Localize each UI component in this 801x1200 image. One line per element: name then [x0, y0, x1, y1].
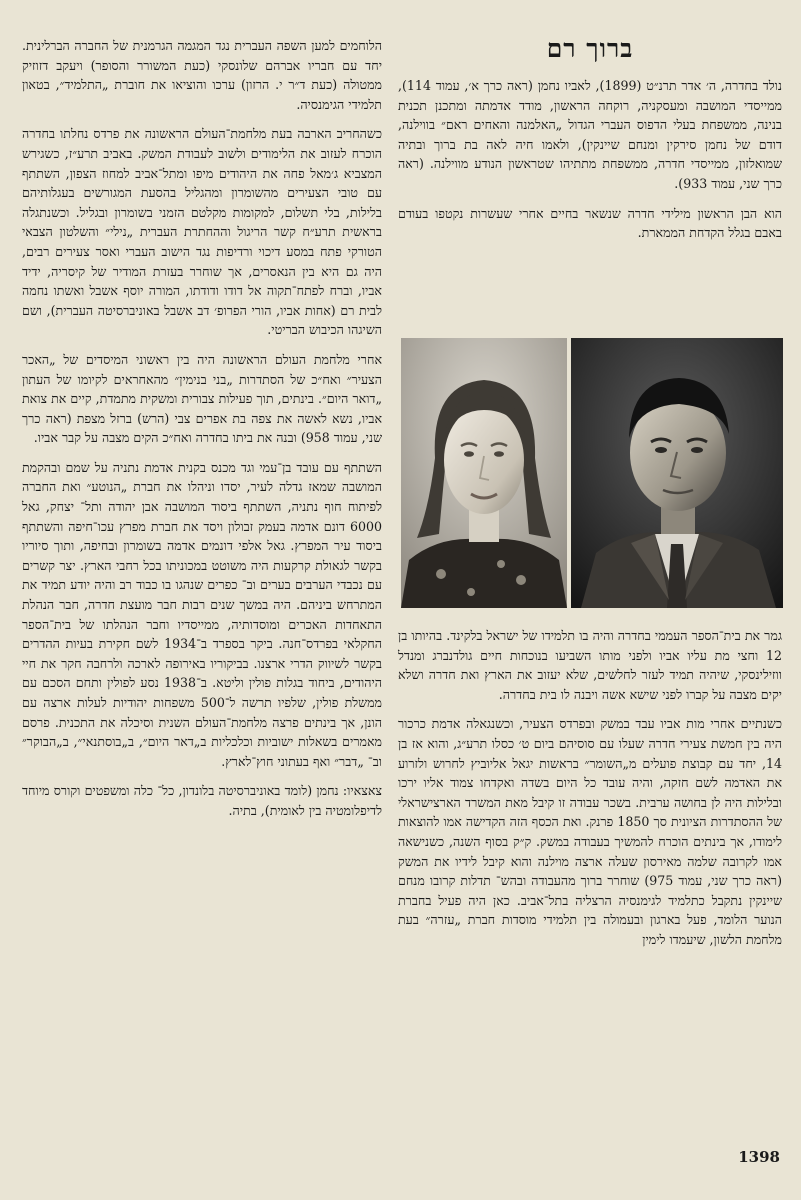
paragraph: נולד בחדרה, ה׳ אדר תרנ״ט (1899), לאביו נחמן (ראה כרך א׳, עמוד 114), ממייסדי המושבה ומעסקניה, רוקחה הראשון, מודד אדמתה ומתכנן תכנית בנינה, ממשפחת בעלי הדפוס העברי הגדול „האלמנה והאחים ראם״ בווילנה, דודם של נחמן סירקין ומנחם שיינקין), ולאמו חיה לאה בת ברוך ובתיה שמואלזון, ממייסדי חדרה, ממשפחת מתתיהו שטראשון הנודע מווילנה. (ראה כרך שני, עמוד 933). [398, 78, 782, 191]
paragraph: כשנתיים אחרי מות אביו עבד במשק ובפרדס הצעיר, וכשנגאלה אדמת כרכור היה בין חמשת צעירי חדרה שעלו עם סוסיהם ביום ט׳ כסלו תרע״ג, והוא אז בן 14, יחד עם קבוצת פועלים מ„השומר״ בראשות יגאל אליוביץ לחרוש ולזרוע את האדמה לשם חזקה, והיה עובד כל היום בשדה ואקדחו צמוד אליו ירכו ובלילות היה לן בחושה ערבית. בשכר עבודה זו קיבל מאת המשרד הארצישראלי של ההסתדרות הציונית סך 1850 פרנק. ואת הכסף הזה הקדישה אמו להוצאות לימודו, אך בינתים הוכרח להמשיך בעבודה במשק. ק״ק בסוף השנה, כשנישאה אמו לקרובה שלמה מאירסון שעלה ארצה מוילנה והוא קיבל לידיו את המשק (ראה כרך שני, עמוד 975) שוחרר ברוך מהעבודה ובהש־ תדלות קרובו מנחם שיינקין נתקבל כתלמיד לגימנסיה הרצליה בתל־אביב. כאן היה פעיל בחברת הנוער הלומד, פעל בארגון ובעמולה בין תלמידי מוסדות חברת „עזרה״ בעת מלחמת הלשון, שיעמדו לימין [398, 716, 783, 947]
right-column-bottom [398, 626, 782, 960]
portrait-woman-photo [401, 338, 567, 608]
page-number: 1398 [738, 1148, 780, 1166]
portrait-woman-image [401, 338, 567, 608]
portrait-man-photo [571, 338, 783, 608]
left-column [22, 36, 382, 831]
right-column-top [398, 76, 782, 253]
portrait-man-image [571, 338, 783, 608]
paragraph: השתתף עם עובד בן־עמי וגד מכנס בקנית אדמת נתניה על שמם ובהקמת המושבה שמאז גדלה לעיר, יסדו וניהלו את חברת „הנוטע״ ואת החברה לפיתוח חוף נתניה, השתתף ביסוד המושבה אבן יהודה ותל־ יצחק, גאל 6000 דונם אדמה בעמק זבולון ויסד את חברת מפרץ עכו־חיפה והשתתף ביסוד עיר המפרץ. גאל אלפי דונמים אדמה בשומרון ובחיפה, ותוך סיוריו בקשר לגאולת קרקעות היה משוטט במכוניתו בכל רחבי הארץ. יצר קשרים עם נכבדי הערבים בערים וב־ כפרים שנהגו בו כבוד רב והיה יודע תמיד את המתרחש ביניהם. היה במשך שנים רבות חבר מועצת חדרה, חבר הנהלת התאחדות האכרים ומוסדותיה, ממייסדיו וחבר הנהלתו של בית־הספר החקלאי בפרדס־חנה. ביקר בספרד ב־1934 לשם חקירת בעיות ההדרים בקשר לשיווק הדרי ארצנו. בביקוריו באירופה לארכה ולרחבה חקר את חיי היהודים, ביחוד בגלות פולין וליטא. ב־1938 נסע לפולין ותחם הסכם עם ממשלת פולין, שלפיו תרשה ל־500 משפחות יהודיות לעלות ארצה עם הונן, אך בינתים פרצה מלחמת־העולם השנית וסיכלה את התכנית. פרסם מאמרים בשאלות ישוביות וכלכליות ב„דאר היום״, ב„בוסתנאי״, ב„הבוקר״ וב־ „דבר״ ואף בעתוני חוץ־לארץ. [22, 459, 383, 769]
paragraph: כשהחריב הארבה בעת מלחמת־העולם הראשונה את פרדס נחלתו בחדרה הוכרח לעזוב את הלימודים ולשוב לעבודת המשק. באביב תרע״ז, כשגירש המצביא ג׳מאל פחה את היהודים מיפו ומתל־אביב למחוז הצפון, השתתף עם טובי הצעירים מהשומרון ומהגליל בהסעת המגורשים בעגלותיהם בלילות, בלי תשלום, למקומות מקלטם הזמני בשומרון ובגליל. וכשנתגלה בראשית תרע״ח קשר הריגול וההחתרת העברית „נילי״ והשלטון הצבאי הטורקי פתח במסע דיכוי ורדיפות נגד הישוב העברי ואסר צעירים רבים, היה גם היא בין הנאסרים, אך שוחרר בעזרת המודיר של קיסריה, ידיד אביו, וברח לפתח־תקוה אל דודו ודודתו, המורה יוסף אשבל ואשתו נחמה לבית רם (אחות אביו, הורי הפרופ׳ דב אשבל באוניברסיטה העברית), ושם השיגהו הכיבוש הבריטי. [22, 126, 382, 338]
portrait-photos [401, 338, 783, 608]
paragraph: צאצאיו: נחמן (לומד באוניברסיטה בלונדון, כל־ כלה ומשפטים וקורס מיוחד לדיפלומטיה בין לאומית), בתיה. [22, 783, 382, 818]
paragraph: הוא הבן הראשון מילידי חדרה שנשאר בחיים אחרי שעשרות נקטפו בעודם באבם בגלל הקדחת הממארת. [398, 205, 782, 241]
article-title: ברוך רם [546, 34, 634, 63]
paragraph: גמר את בית־הספר העממי בחדרה והיה בו תלמידו של ישראל בלקינד. בהיותו בן 12 וחצי מת עליו אביו ולפני מותו השביעו בנוכחות חיים גולדנברג ומנדל ווזילינסקי, שיהיה תמיד לעזר לחלשים, שלא יעזוב את הארץ ואת חדרה ושלא יקים מצבה על קברו לפני שישא אשה ויבנה לו בית בחדרה. [398, 628, 782, 702]
paragraph: אחרי מלחמת העולם הראשונה היה בין ראשוני המיסדים של „האכר הצעיר״ ואח״כ של הסתדרות „בני בנימין״ מהאחראים לקיומו של העתון „דואר היום״. בינתים, תוך פעילות צבורית ומשקית מתמדת, קיים את צואת אביו, נשא לאשה את צפה בת אפרים צבי (הרש) ברזל מצפת (ראה כרך שני, עמוד 958) ובנה את ביתו בחדרה ואח״כ הקים מצבה על קבר אביו. [22, 351, 382, 446]
paragraph: הלוחמים למען השפה העברית נגד המגמה הגרמנית של החברה הברלינית. יחד עם חבריו אברהם שלונסקי (כעת המשורר והסופר) ויעקב דזוזיק ממטולה (כעת ד״ר י. הרזון) ערכו והוציאו את חוברת „התלמיד״, בטאון תלמידי הגימנסיה. [22, 38, 382, 112]
